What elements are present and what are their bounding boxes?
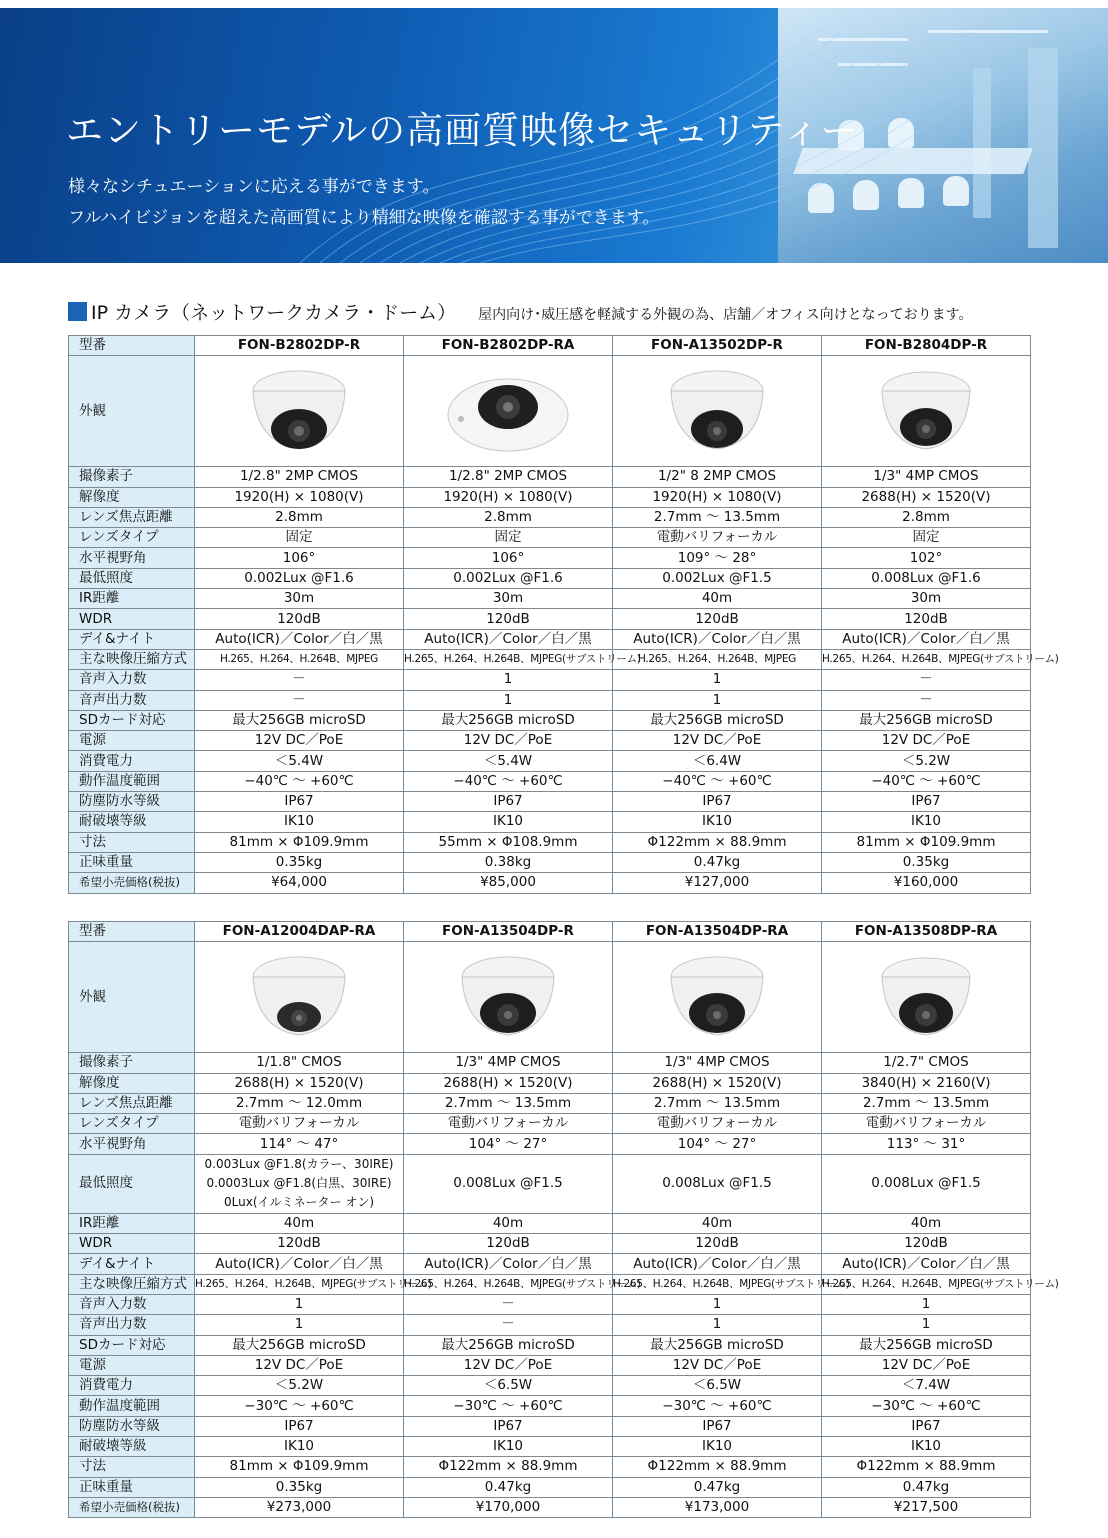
spec-label: 音声入力数 bbox=[69, 670, 195, 690]
spec-label: 解像度 bbox=[69, 1073, 195, 1093]
appearance-label: 外観 bbox=[69, 356, 195, 467]
section-note: 屋内向け･威圧感を軽減する外観の為、店舗／オフィス向けとなっております。 bbox=[478, 307, 973, 323]
spec-value: 1 bbox=[404, 690, 613, 710]
spec-value: 2.7mm ～ 13.5mm bbox=[613, 1093, 822, 1113]
spec-value: 2.8mm bbox=[404, 507, 613, 527]
spec-row bbox=[69, 1437, 1031, 1457]
spec-value: 2688(H) × 1520(V) bbox=[613, 1073, 822, 1093]
spec-value: 2688(H) × 1520(V) bbox=[404, 1073, 613, 1093]
spec-label: 音声入力数 bbox=[69, 1294, 195, 1314]
spec-label: 電源 bbox=[69, 731, 195, 751]
spec-value: H.265、H.264、H.264B、MJPEG(サブストリーム) bbox=[822, 649, 1031, 669]
spec-row bbox=[69, 710, 1031, 730]
spec-value: 12V DC／PoE bbox=[195, 1355, 404, 1375]
spec-row bbox=[69, 812, 1031, 832]
spec-value: IK10 bbox=[613, 812, 822, 832]
spec-value: 0.002Lux @F1.5 bbox=[613, 568, 822, 588]
spec-value: 12V DC／PoE bbox=[822, 731, 1031, 751]
spec-value: 2688(H) × 1520(V) bbox=[195, 1073, 404, 1093]
spec-value: 0.38kg bbox=[404, 852, 613, 872]
spec-value: Φ122mm × 88.9mm bbox=[404, 1457, 613, 1477]
spec-value: −40℃ ～ +60℃ bbox=[822, 771, 1031, 791]
spec-label: デイ&ナイト bbox=[69, 1254, 195, 1274]
spec-value: IK10 bbox=[613, 1437, 822, 1457]
spec-value: ¥170,000 bbox=[404, 1497, 613, 1517]
spec-value: 81mm × Φ109.9mm bbox=[195, 1457, 404, 1477]
spec-value: － bbox=[404, 1294, 613, 1314]
spec-row bbox=[69, 609, 1031, 629]
spec-label: 主な映像圧縮方式 bbox=[69, 1274, 195, 1294]
spec-value: Auto(ICR)／Color／白／黒 bbox=[822, 1254, 1031, 1274]
spec-value: 0.002Lux @F1.6 bbox=[404, 568, 613, 588]
spec-value: ＜7.4W bbox=[822, 1376, 1031, 1396]
spec-value: 0.008Lux @F1.5 bbox=[404, 1154, 613, 1213]
spec-value: 1/2.8" 2MP CMOS bbox=[195, 467, 404, 487]
spec-value: −30℃ ～ +60℃ bbox=[195, 1396, 404, 1416]
spec-row bbox=[69, 1134, 1031, 1154]
spec-row bbox=[69, 487, 1031, 507]
spec-value: Auto(ICR)／Color／白／黒 bbox=[822, 629, 1031, 649]
spec-value: 3840(H) × 2160(V) bbox=[822, 1073, 1031, 1093]
spec-value: H.265、H.264、H.264B、MJPEG bbox=[195, 649, 404, 669]
appearance-label: 外観 bbox=[69, 942, 195, 1053]
spec-row bbox=[69, 1457, 1031, 1477]
spec-value-line: 0.0003Lux @F1.8(白黒、30IRE) bbox=[206, 1176, 392, 1191]
spec-value: 1 bbox=[613, 1315, 822, 1335]
spec-row bbox=[69, 1073, 1031, 1093]
spec-label: 電源 bbox=[69, 1355, 195, 1375]
spec-label: 撮像素子 bbox=[69, 467, 195, 487]
hero-title: エントリーモデルの高画質映像セキュリティー bbox=[66, 109, 859, 152]
spec-value: 104° ～ 27° bbox=[613, 1134, 822, 1154]
spec-value bbox=[195, 1154, 404, 1213]
spec-value: H.265、H.264、H.264B、MJPEG(サブストリーム) bbox=[822, 1274, 1031, 1294]
spec-label: レンズタイプ bbox=[69, 528, 195, 548]
dome-camera-icon bbox=[613, 356, 822, 467]
spec-label: 消費電力 bbox=[69, 1376, 195, 1396]
spec-row bbox=[69, 1274, 1031, 1294]
hero-banner bbox=[0, 8, 1108, 263]
spec-value: ¥85,000 bbox=[404, 873, 613, 893]
spec-row bbox=[69, 589, 1031, 609]
spec-value: － bbox=[822, 670, 1031, 690]
spec-value: ¥127,000 bbox=[613, 873, 822, 893]
spec-label: 動作温度範囲 bbox=[69, 1396, 195, 1416]
spec-label: 防塵防水等級 bbox=[69, 1416, 195, 1436]
spec-value: ＜5.2W bbox=[195, 1376, 404, 1396]
spec-value: 2.7mm ～ 13.5mm bbox=[404, 1093, 613, 1113]
spec-value: 113° ～ 31° bbox=[822, 1134, 1031, 1154]
spec-value: 0.47kg bbox=[822, 1477, 1031, 1497]
model-name: FON-B2802DP-R bbox=[195, 336, 404, 356]
spec-value: 12V DC／PoE bbox=[613, 731, 822, 751]
spec-row bbox=[69, 1477, 1031, 1497]
spec-label: 動作温度範囲 bbox=[69, 771, 195, 791]
spec-row bbox=[69, 1213, 1031, 1233]
model-name: FON-B2802DP-RA bbox=[404, 336, 613, 356]
spec-value: 40m bbox=[613, 1213, 822, 1233]
spec-value: 120dB bbox=[822, 609, 1031, 629]
spec-value: 104° ～ 27° bbox=[404, 1134, 613, 1154]
model-label: 型番 bbox=[69, 336, 195, 356]
spec-value: 0.35kg bbox=[195, 1477, 404, 1497]
spec-label: 音声出力数 bbox=[69, 1315, 195, 1335]
spec-value: 40m bbox=[404, 1213, 613, 1233]
spec-value: 最大256GB microSD bbox=[404, 710, 613, 730]
spec-value: 30m bbox=[195, 589, 404, 609]
spec-value: IP67 bbox=[822, 1416, 1031, 1436]
section-heading bbox=[68, 298, 972, 328]
spec-value: 電動バリフォーカル bbox=[195, 1114, 404, 1134]
spec-value: 固定 bbox=[195, 528, 404, 548]
model-name: FON-A13504DP-R bbox=[404, 922, 613, 942]
spec-row bbox=[69, 1154, 1031, 1213]
spec-value: 1920(H) × 1080(V) bbox=[404, 487, 613, 507]
spec-value: 0.47kg bbox=[404, 1477, 613, 1497]
spec-value: −40℃ ～ +60℃ bbox=[404, 771, 613, 791]
hero-subtitle-line2: フルハイビジョンを超えた高画質により精細な映像を確認する事ができます。 bbox=[68, 208, 660, 228]
spec-value: 2688(H) × 1520(V) bbox=[822, 487, 1031, 507]
spec-value: ¥217,500 bbox=[822, 1497, 1031, 1517]
spec-row bbox=[69, 629, 1031, 649]
spec-value: 2.7mm ～ 13.5mm bbox=[822, 1093, 1031, 1113]
dome-camera-icon bbox=[822, 942, 1031, 1053]
dome-camera-icon bbox=[822, 356, 1031, 467]
spec-row bbox=[69, 507, 1031, 527]
spec-row bbox=[69, 792, 1031, 812]
spec-value: 81mm × Φ109.9mm bbox=[822, 832, 1031, 852]
spec-value: 30m bbox=[404, 589, 613, 609]
spec-row bbox=[69, 1396, 1031, 1416]
spec-value: 1 bbox=[822, 1294, 1031, 1314]
spec-label: レンズタイプ bbox=[69, 1114, 195, 1134]
spec-value: 30m bbox=[822, 589, 1031, 609]
hero-subtitle-line1: 様々なシチュエーションに応える事ができます。 bbox=[68, 177, 440, 197]
spec-label: WDR bbox=[69, 609, 195, 629]
spec-value: Auto(ICR)／Color／白／黒 bbox=[613, 1254, 822, 1274]
spec-value: ＜5.2W bbox=[822, 751, 1031, 771]
spec-value: 102° bbox=[822, 548, 1031, 568]
spec-value: −40℃ ～ +60℃ bbox=[613, 771, 822, 791]
spec-label: 防塵防水等級 bbox=[69, 792, 195, 812]
spec-value: 0.008Lux @F1.6 bbox=[822, 568, 1031, 588]
spec-value: 40m bbox=[613, 589, 822, 609]
spec-label: SDカード対応 bbox=[69, 1335, 195, 1355]
spec-value: 120dB bbox=[613, 1234, 822, 1254]
spec-value: H.265、H.264、H.264B、MJPEG(サブストリーム) bbox=[613, 1274, 822, 1294]
spec-value: ＜5.4W bbox=[195, 751, 404, 771]
spec-row bbox=[69, 1294, 1031, 1314]
spec-value: 2.7mm ～ 13.5mm bbox=[613, 507, 822, 527]
appearance-row bbox=[69, 942, 1031, 1053]
spec-value: 1 bbox=[613, 670, 822, 690]
spec-value: 1/2" 8 2MP CMOS bbox=[613, 467, 822, 487]
model-name: FON-A13508DP-RA bbox=[822, 922, 1031, 942]
spec-label: 耐破壊等級 bbox=[69, 812, 195, 832]
spec-row bbox=[69, 731, 1031, 751]
model-row bbox=[69, 922, 1031, 942]
spec-row bbox=[69, 467, 1031, 487]
spec-row bbox=[69, 1053, 1031, 1073]
spec-value: 2.7mm ～ 12.0mm bbox=[195, 1093, 404, 1113]
model-name: FON-A12004DAP-RA bbox=[195, 922, 404, 942]
spec-value: 12V DC／PoE bbox=[404, 1355, 613, 1375]
spec-value: Auto(ICR)／Color／白／黒 bbox=[195, 1254, 404, 1274]
spec-value: 最大256GB microSD bbox=[822, 710, 1031, 730]
dome-camera-icon bbox=[613, 942, 822, 1053]
spec-row bbox=[69, 670, 1031, 690]
spec-value: IK10 bbox=[404, 812, 613, 832]
spec-value: 1 bbox=[404, 670, 613, 690]
spec-value: IP67 bbox=[822, 792, 1031, 812]
spec-value: −40℃ ～ +60℃ bbox=[195, 771, 404, 791]
spec-label: 希望小売価格(税抜) bbox=[69, 873, 195, 893]
spec-value: ＜5.4W bbox=[404, 751, 613, 771]
spec-value-line: 0.003Lux @F1.8(カラー、30IRE) bbox=[204, 1157, 394, 1172]
spec-value: 2.8mm bbox=[195, 507, 404, 527]
spec-value: 106° bbox=[404, 548, 613, 568]
spec-value: IK10 bbox=[195, 812, 404, 832]
spec-value: 55mm × Φ108.9mm bbox=[404, 832, 613, 852]
spec-value: 0.47kg bbox=[613, 852, 822, 872]
dome-camera-icon bbox=[195, 356, 404, 467]
spec-value: 120dB bbox=[404, 609, 613, 629]
spec-value: － bbox=[404, 1315, 613, 1335]
spec-value: 1/2.7" CMOS bbox=[822, 1053, 1031, 1073]
spec-value: 1/3" 4MP CMOS bbox=[404, 1053, 613, 1073]
section-square-icon bbox=[68, 302, 87, 321]
section-title: IP カメラ（ネットワークカメラ・ドーム） bbox=[91, 302, 457, 324]
spec-value: −30℃ ～ +60℃ bbox=[613, 1396, 822, 1416]
spec-value: 120dB bbox=[195, 609, 404, 629]
spec-value: 0.35kg bbox=[822, 852, 1031, 872]
spec-value: － bbox=[195, 690, 404, 710]
spec-value: 最大256GB microSD bbox=[613, 710, 822, 730]
spec-label: 最低照度 bbox=[69, 1154, 195, 1213]
spec-row bbox=[69, 771, 1031, 791]
spec-row bbox=[69, 1355, 1031, 1375]
spec-label: 主な映像圧縮方式 bbox=[69, 649, 195, 669]
spec-label: 音声出力数 bbox=[69, 690, 195, 710]
spec-row bbox=[69, 852, 1031, 872]
spec-label: 解像度 bbox=[69, 487, 195, 507]
spec-row bbox=[69, 751, 1031, 771]
spec-value: 1 bbox=[613, 690, 822, 710]
spec-value: 40m bbox=[822, 1213, 1031, 1233]
spec-row bbox=[69, 649, 1031, 669]
spec-value: 1/3" 4MP CMOS bbox=[613, 1053, 822, 1073]
spec-label: 最低照度 bbox=[69, 568, 195, 588]
spec-row bbox=[69, 1376, 1031, 1396]
spec-row bbox=[69, 548, 1031, 568]
spec-label: レンズ焦点距離 bbox=[69, 1093, 195, 1113]
spec-row bbox=[69, 1254, 1031, 1274]
spec-value: 12V DC／PoE bbox=[822, 1355, 1031, 1375]
spec-value: IP67 bbox=[195, 1416, 404, 1436]
spec-value: 1/3" 4MP CMOS bbox=[822, 467, 1031, 487]
spec-value: IP67 bbox=[404, 1416, 613, 1436]
spec-value: IP67 bbox=[613, 1416, 822, 1436]
spec-row bbox=[69, 1416, 1031, 1436]
spec-value: IK10 bbox=[404, 1437, 613, 1457]
spec-value: 1/2.8" 2MP CMOS bbox=[404, 467, 613, 487]
spec-row bbox=[69, 1497, 1031, 1517]
model-name: FON-B2804DP-R bbox=[822, 336, 1031, 356]
spec-value: −30℃ ～ +60℃ bbox=[822, 1396, 1031, 1416]
spec-label: レンズ焦点距離 bbox=[69, 507, 195, 527]
spec-row bbox=[69, 1114, 1031, 1134]
spec-value: 1920(H) × 1080(V) bbox=[613, 487, 822, 507]
spec-value: 1920(H) × 1080(V) bbox=[195, 487, 404, 507]
spec-value: 12V DC／PoE bbox=[404, 731, 613, 751]
spec-value: 120dB bbox=[822, 1234, 1031, 1254]
spec-table-1 bbox=[68, 335, 1059, 894]
model-label: 型番 bbox=[69, 922, 195, 942]
spec-label: IR距離 bbox=[69, 1213, 195, 1233]
spec-row bbox=[69, 568, 1031, 588]
spec-value: 最大256GB microSD bbox=[404, 1335, 613, 1355]
spec-value: Φ122mm × 88.9mm bbox=[613, 832, 822, 852]
spec-value: 最大256GB microSD bbox=[195, 710, 404, 730]
spec-value: Auto(ICR)／Color／白／黒 bbox=[195, 629, 404, 649]
spec-value: Auto(ICR)／Color／白／黒 bbox=[404, 1254, 613, 1274]
spec-value: IP67 bbox=[195, 792, 404, 812]
model-name: FON-A13502DP-R bbox=[613, 336, 822, 356]
spec-value: ¥273,000 bbox=[195, 1497, 404, 1517]
appearance-row bbox=[69, 356, 1031, 467]
spec-value: ＜6.5W bbox=[404, 1376, 613, 1396]
spec-label: 消費電力 bbox=[69, 751, 195, 771]
spec-value: 106° bbox=[195, 548, 404, 568]
spec-value: Φ122mm × 88.9mm bbox=[613, 1457, 822, 1477]
spec-label: 寸法 bbox=[69, 1457, 195, 1477]
spec-value: 1 bbox=[822, 1315, 1031, 1335]
spec-value: IP67 bbox=[613, 792, 822, 812]
flat-dome-camera-icon bbox=[404, 356, 613, 467]
spec-value: 0.47kg bbox=[613, 1477, 822, 1497]
spec-label: WDR bbox=[69, 1234, 195, 1254]
spec-table-2 bbox=[68, 921, 1059, 1518]
spec-value: H.265、H.264、H.264B、MJPEG bbox=[613, 649, 822, 669]
spec-value: 114° ～ 47° bbox=[195, 1134, 404, 1154]
spec-value: IK10 bbox=[195, 1437, 404, 1457]
spec-value: 2.8mm bbox=[822, 507, 1031, 527]
spec-label: 寸法 bbox=[69, 832, 195, 852]
spec-value: 120dB bbox=[613, 609, 822, 629]
spec-label: 希望小売価格(税抜) bbox=[69, 1497, 195, 1517]
spec-value: ＜6.5W bbox=[613, 1376, 822, 1396]
spec-value: IP67 bbox=[404, 792, 613, 812]
spec-value: 電動バリフォーカル bbox=[822, 1114, 1031, 1134]
spec-value: 12V DC／PoE bbox=[195, 731, 404, 751]
spec-value: 1/1.8" CMOS bbox=[195, 1053, 404, 1073]
spec-label: SDカード対応 bbox=[69, 710, 195, 730]
spec-value: 0.008Lux @F1.5 bbox=[822, 1154, 1031, 1213]
dome-camera-icon bbox=[195, 942, 404, 1053]
spec-value: 12V DC／PoE bbox=[613, 1355, 822, 1375]
spec-value: 120dB bbox=[404, 1234, 613, 1254]
spec-value: Auto(ICR)／Color／白／黒 bbox=[404, 629, 613, 649]
spec-value: 81mm × Φ109.9mm bbox=[195, 832, 404, 852]
spec-value: ¥173,000 bbox=[613, 1497, 822, 1517]
spec-value: 1 bbox=[613, 1294, 822, 1314]
spec-value: 電動バリフォーカル bbox=[613, 528, 822, 548]
spec-value: 電動バリフォーカル bbox=[613, 1114, 822, 1134]
spec-value-line: 0Lux(イルミネーター オン) bbox=[224, 1195, 374, 1210]
spec-value: Φ122mm × 88.9mm bbox=[822, 1457, 1031, 1477]
spec-label: IR距離 bbox=[69, 589, 195, 609]
dome-camera-icon bbox=[404, 942, 613, 1053]
spec-row bbox=[69, 1234, 1031, 1254]
spec-value: ¥64,000 bbox=[195, 873, 404, 893]
spec-label: 正味重量 bbox=[69, 852, 195, 872]
spec-value: IK10 bbox=[822, 1437, 1031, 1457]
spec-row bbox=[69, 832, 1031, 852]
spec-row bbox=[69, 873, 1031, 893]
spec-value: ＜6.4W bbox=[613, 751, 822, 771]
spec-value: － bbox=[822, 690, 1031, 710]
spec-label: デイ&ナイト bbox=[69, 629, 195, 649]
spec-label: 水平視野角 bbox=[69, 548, 195, 568]
spec-value: H.265、H.264、H.264B、MJPEG(サブストリーム) bbox=[195, 1274, 404, 1294]
spec-row bbox=[69, 1093, 1031, 1113]
spec-row bbox=[69, 528, 1031, 548]
spec-value: 109° ～ 28° bbox=[613, 548, 822, 568]
spec-value: 固定 bbox=[822, 528, 1031, 548]
spec-row bbox=[69, 1335, 1031, 1355]
spec-value: 固定 bbox=[404, 528, 613, 548]
spec-value: 最大256GB microSD bbox=[195, 1335, 404, 1355]
spec-label: 水平視野角 bbox=[69, 1134, 195, 1154]
spec-value: 1 bbox=[195, 1294, 404, 1314]
spec-value: 0.002Lux @F1.6 bbox=[195, 568, 404, 588]
spec-value: 0.008Lux @F1.5 bbox=[613, 1154, 822, 1213]
spec-row bbox=[69, 690, 1031, 710]
model-row bbox=[69, 336, 1031, 356]
spec-label: 正味重量 bbox=[69, 1477, 195, 1497]
spec-value: 0.35kg bbox=[195, 852, 404, 872]
spec-value: 最大256GB microSD bbox=[822, 1335, 1031, 1355]
spec-value: 最大256GB microSD bbox=[613, 1335, 822, 1355]
spec-value: 120dB bbox=[195, 1234, 404, 1254]
spec-value: Auto(ICR)／Color／白／黒 bbox=[613, 629, 822, 649]
spec-value: 40m bbox=[195, 1213, 404, 1233]
spec-value: H.265、H.264、H.264B、MJPEG(サブストリーム) bbox=[404, 1274, 613, 1294]
spec-value: H.265、H.264、H.264B、MJPEG(サブストリーム) bbox=[404, 649, 613, 669]
spec-value: ¥160,000 bbox=[822, 873, 1031, 893]
spec-value: － bbox=[195, 670, 404, 690]
spec-value: 1 bbox=[195, 1315, 404, 1335]
spec-label: 耐破壊等級 bbox=[69, 1437, 195, 1457]
model-name: FON-A13504DP-RA bbox=[613, 922, 822, 942]
spec-row bbox=[69, 1315, 1031, 1335]
spec-value: 電動バリフォーカル bbox=[404, 1114, 613, 1134]
spec-label: 撮像素子 bbox=[69, 1053, 195, 1073]
spec-value: −30℃ ～ +60℃ bbox=[404, 1396, 613, 1416]
spec-value: IK10 bbox=[822, 812, 1031, 832]
